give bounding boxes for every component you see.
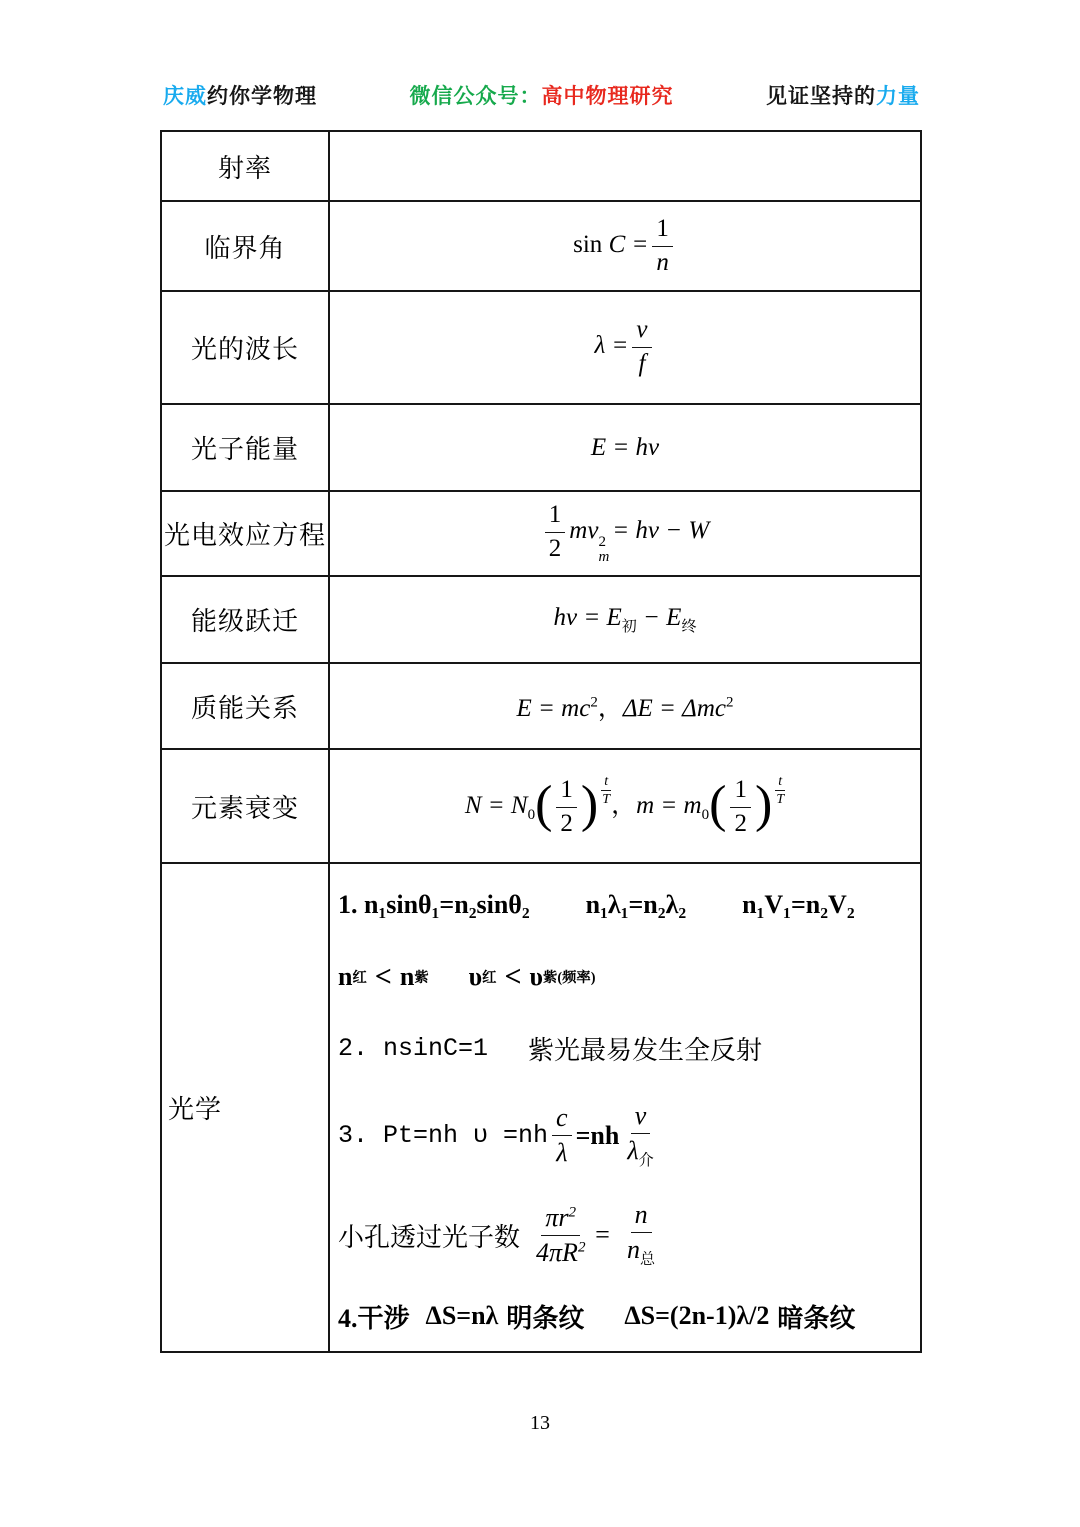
row-label: 射率 — [161, 131, 329, 201]
header-center-value: 高中物理研究 — [541, 84, 674, 108]
header-right-accent: 力量 — [876, 84, 920, 108]
formula-cell: E = hν — [329, 404, 921, 491]
header-right-rest: 见证坚持的 — [766, 84, 876, 108]
page-header — [163, 80, 920, 110]
right-paren: ) — [754, 776, 773, 833]
header-left-accent: 庆威 — [163, 84, 207, 108]
formula-cell: λ = $\frac{v}{f}$ — [329, 291, 921, 404]
fraction: $\frac{1}{2}$ — [730, 776, 751, 839]
den-with-sup: $4\pi R^2$ — [536, 1237, 586, 1267]
left-paren: ( — [709, 776, 727, 833]
optics-line-total-reflection: 2. nsinC=1 紫光最易发生全反射 — [338, 1034, 763, 1065]
formula-table — [160, 130, 922, 1353]
fraction: $\frac{1}{2}$ — [556, 776, 577, 839]
fraction — [532, 1203, 589, 1268]
formula-cell-empty — [329, 131, 921, 201]
row-label: 光电效应方程 — [161, 491, 329, 576]
fraction: $\frac{v}{\lambda_介}$ — [623, 1101, 657, 1170]
table-row-photon-energy — [161, 404, 921, 491]
formula-cell: $\frac{1}{2}$ mv 2 m = hν − W — [329, 491, 921, 576]
fraction: $\frac{n}{n_总}$ — [623, 1200, 659, 1269]
header-left — [163, 80, 317, 110]
fraction: $\frac{c}{\lambda}$ — [552, 1103, 572, 1168]
optics-cell — [329, 863, 921, 1352]
table-row-wavelength — [161, 291, 921, 404]
table-row-critical-angle — [161, 201, 921, 291]
table-row-decay — [161, 749, 921, 863]
table-row-photoelectric — [161, 491, 921, 576]
row-label: 光的波长 — [161, 291, 329, 404]
fraction: $\frac{1}{n}$ — [652, 215, 673, 278]
optics-line-photon-power: 3. Pt=nh υ =nh $\frac{c}{\lambda}$ =nh $\frac{v}{\lambda_介}$ — [338, 1101, 914, 1170]
formula-cell: sin C = $\frac{1}{n}$ — [329, 201, 921, 291]
row-label: 质能关系 — [161, 663, 329, 749]
optics-line-pinhole-photons: 小孔透过光子数 $\frac{\pi r^2}{4\pi R^2}$ = $\frac{n}{n_总}$ — [338, 1200, 914, 1269]
left-paren: ( — [535, 776, 553, 833]
den-with-sub: $\lambda_介$ — [627, 1135, 654, 1170]
table-row-emissivity — [161, 131, 921, 201]
table-row-level-transition — [161, 576, 921, 663]
formula-cell: $h\nu = E_初 - E_终$ — [329, 576, 921, 663]
exponent-fraction: $\frac{t}{T}$ — [776, 773, 785, 808]
header-left-rest: 约你学物理 — [207, 84, 317, 108]
sup-sub-stack: 2 m — [598, 533, 610, 566]
table-row-mass-energy — [161, 663, 921, 749]
right-paren: ) — [580, 776, 599, 833]
header-center — [410, 80, 674, 110]
row-label: 临界角 — [161, 201, 329, 291]
optics-line-interference: 4.干涉 ΔS=nλ 明条纹 ΔS=(2n-1)λ/2 暗条纹 — [338, 1301, 856, 1333]
formula-cell: $E = mc^2$，ΔE = Δmc$^2$ — [329, 663, 921, 749]
header-right — [766, 80, 920, 110]
row-label: 元素衰变 — [161, 749, 329, 863]
row-label: 光子能量 — [161, 404, 329, 491]
optics-line-index-compare: n 红 < n 紫 υ 红 < υ 紫(频率) — [338, 960, 596, 993]
row-label: 能级跃迁 — [161, 576, 329, 663]
table-row-optics — [161, 863, 921, 1352]
formula-cell: $N = N_0$( $\frac{1}{2}$ ) $\frac{t}{T}$ ，$m = m_0$( $\frac{1}{2}$ ) $\frac{t}{T}$ — [329, 749, 921, 863]
fraction: $\frac{v}{f}$ — [632, 316, 651, 379]
exponent-fraction: $\frac{t}{T}$ — [602, 773, 611, 808]
optics-line-refraction: 1. n₁sinθ₁=n₂sinθ₂ n₁λ₁=n₂λ₂ n₁V₁=n₂V₂ — [338, 890, 855, 919]
den-with-sub: $n_总$ — [627, 1235, 656, 1269]
row-label: 光学 — [161, 863, 329, 1352]
page-number: 13 — [530, 1412, 550, 1434]
fraction: $\frac{1}{2}$ — [545, 501, 566, 564]
sin-function: sin — [573, 230, 603, 258]
num-with-sup: $\pi r^2$ — [541, 1203, 580, 1236]
header-center-label: 微信公众号： — [409, 84, 542, 108]
